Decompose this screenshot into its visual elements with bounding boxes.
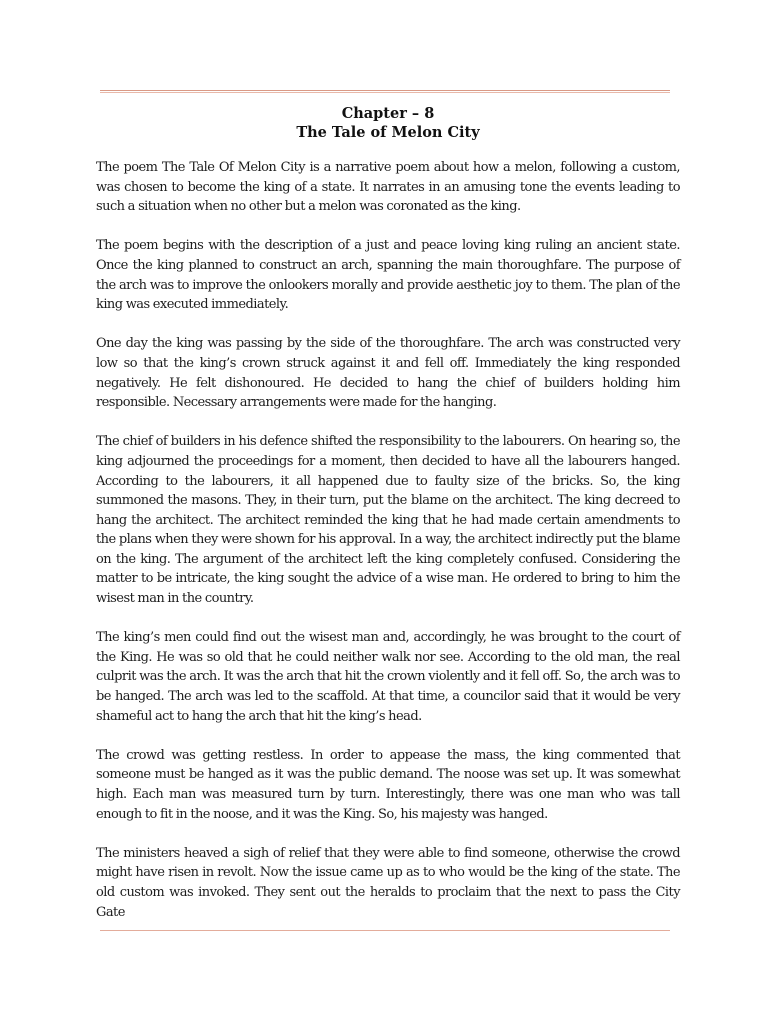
paragraph: The ministers heaved a sigh of relief that they were able to find someone, otherwise the crowd might have risen in revolt. Now the issue came up as to who would be the king of the state. The old custom was invoked. They sent out the heralds to proclaim that the next to pass the City Gate: [96, 845, 680, 920]
paragraph: The poem begins with the description of a just and peace loving king ruling an ancient state. Once the king planned to construct an arch, spanning the main thoroughfare. The purpose of the arch was to improve the onlookers morally and provide aesthetic joy to them. The plan of the king was executed immediately.: [96, 238, 680, 313]
chapter-body: [96, 158, 680, 922]
paragraph: The poem The Tale Of Melon City is a narrative poem about how a melon, following a custom, was chosen to become the king of a state. It narrates in an amusing tone the events leading to such a situation when no other but a melon was coronated as the king.: [96, 160, 680, 215]
chapter-header: [96, 104, 680, 142]
chapter-number: Chapter – 8: [341, 105, 435, 122]
header-divider: [100, 90, 670, 91]
footer-divider: [100, 930, 670, 931]
paragraph: The chief of builders in his defence shifted the responsibility to the labourers. On hearing so, the king adjourned the proceedings for a moment, then decided to have all the labourers hanged. According to the labourers, it all happened due to faulty size of the bricks. So, the king summoned the masons. They, in their turn, put the blame on the architect. The king decreed to hang the architect. The architect reminded the king that he had made certain amendments to the plans when they were shown for his approval. In a way, the architect indirectly put the blame on the king. The argument of the architect left the king completely confused. Considering the matter to be intricate, the king sought the advice of a wise man. He ordered to bring to him the wisest man in the country.: [96, 434, 680, 607]
paragraph: One day the king was passing by the side of the thoroughfare. The arch was constructed very low so that the king’s crown struck against it and fell off. Immediately the king responded negatively. He felt dishonoured. He decided to hang the chief of builders holding him responsible. Necessary arrangements were made for the hanging.: [96, 336, 680, 411]
chapter-title: The Tale of Melon City: [296, 124, 480, 141]
paragraph: The king’s men could find out the wisest man and, accordingly, he was brought to the court of the King. He was so old that he could neither walk nor see. According to the old man, the real culprit was the arch. It was the arch that hit the crown violently and it fell off. So, the arch was to be hanged. The arch was led to the scaffold. At that time, a councilor said that it would be very shameful act to hang the arch that hit the king’s head.: [96, 630, 680, 724]
paragraph: The crowd was getting restless. In order to appease the mass, the king commented that someone must be hanged as it was the public demand. The noose was set up. It was somewhat high. Each man was measured turn by turn. Interestingly, there was one man who was tall enough to fit in the noose, and it was the King. So, his majesty was hanged.: [96, 747, 680, 822]
